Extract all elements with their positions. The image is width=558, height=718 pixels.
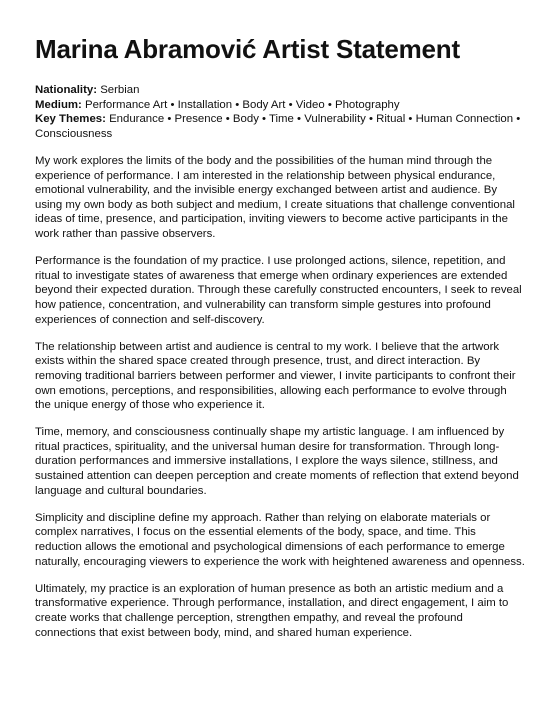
body-paragraph-1: My work explores the limits of the body and the possibilities of the human mind through the experience of performance. I am interested in the relationship between physical endurance, emotional vulnerability, and the invisible energy exchanged between artist and audience. By using my own body as both subject and medium, I create situations that challenge conventional ideas of time, presence, and participation, inviting viewers to become active participants in the work rather than passive observers. (35, 155, 515, 240)
meta-label: Nationality: (35, 84, 98, 96)
meta-value: Performance Art • Installation • Body Art • Video • Photography (81, 98, 400, 111)
body-paragraph-3: The relationship between artist and audience is central to my work. I believe that the artwork exists within the shared space created through presence, trust, and direct interaction. By removing traditional barriers between performer and viewer, I invite participants to confront their own emotions, perceptions, and responsibilities, allowing each performance to evolve through the unique energy of those who experience it. (35, 340, 516, 412)
document-page (35, 33, 525, 653)
body-paragraph-5: Simplicity and discipline define my approach. Rather than relying on elaborate materials or complex narratives, I focus on the essential elements of the body, space, and time. This reduction allows the emotional and psychological dimensions of each performance to emerge naturally, encouraging viewers to experience the work with heightened awareness and openness. (35, 511, 525, 568)
meta-medium (35, 98, 525, 113)
meta-value: Endurance • Presence • Body • Time • Vulnerability • Ritual • Human Connection • Consciousness (35, 113, 521, 140)
body-paragraph-2: Performance is the foundation of my practice. I use prolonged actions, silence, repetition, and ritual to investigate states of awareness that emerge when ordinary experiences are extended beyond their expected duration. Through these carefully constructed encounters, I seek to reveal how patience, concentration, and vulnerability can transform simple gestures into profound experiences of connection and self-discovery. (35, 255, 522, 326)
meta-nationality (35, 83, 525, 98)
meta-label: Medium: (35, 98, 82, 111)
body-paragraph-4: Time, memory, and consciousness continually shape my artistic language. I am influenced by ritual practices, spirituality, and the universal human desire for transformation. Through long-duration performances and immersive installations, I explore the ways silence, stillness, and sustained attention can deepen perception and create moments of reflection that extend beyond language and cultural boundaries. (35, 426, 519, 497)
body-paragraph-6: Ultimately, my practice is an exploration of human presence as both an artistic medium and a transformative experience. Through performance, installation, and direct engagement, I aim to create works that challenge perception, strengthen empathy, and reveal the profound connections that exist between body, mind, and shared human experience. (35, 582, 509, 639)
meta-label: Key Themes: (35, 113, 106, 125)
document-title: Marina Abramović Artist Statement (35, 34, 460, 64)
metadata-block (35, 83, 525, 141)
meta-value: Serbian (97, 84, 140, 96)
meta-key-themes (35, 112, 525, 141)
